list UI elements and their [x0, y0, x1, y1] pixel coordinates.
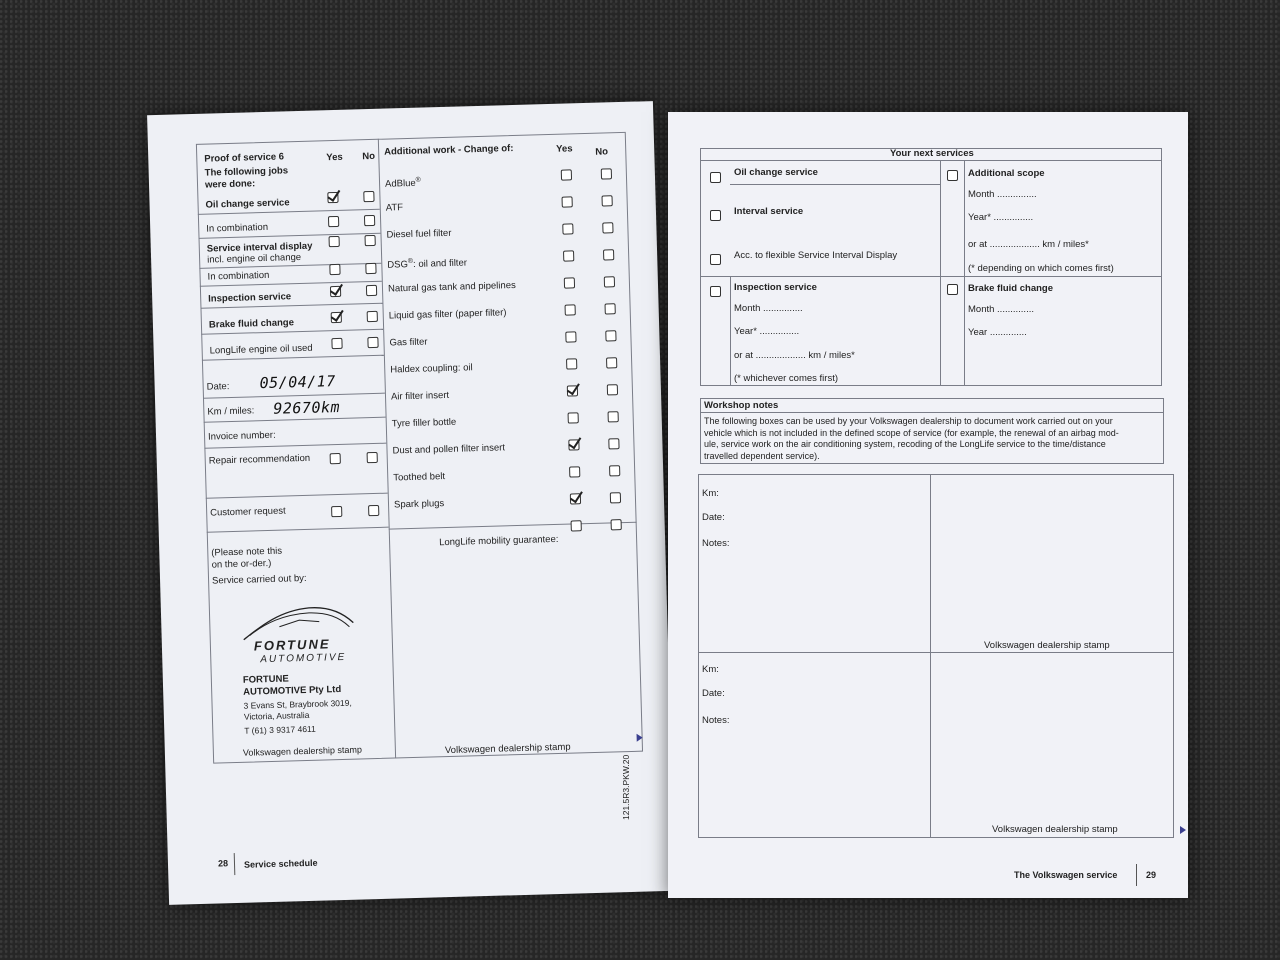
additional-no-checkbox[interactable]	[605, 303, 616, 314]
additional-no-checkbox[interactable]	[602, 222, 613, 233]
job-no-checkbox[interactable]	[366, 285, 377, 296]
jobs-header: The following jobs were done:	[204, 165, 289, 191]
additional-item-text: Natural gas tank and pipelines	[387, 279, 516, 295]
additional-yes-checkbox[interactable]	[566, 358, 577, 369]
dealer-name2: AUTOMOTIVE Pty Ltd	[243, 684, 342, 698]
workshop-text-line: travelled dependent service).	[704, 450, 820, 461]
job-sublabel: incl. engine oil change	[206, 251, 302, 266]
additional-item-text: Haldex coupling: oil	[390, 362, 473, 376]
job-yes-checkbox[interactable]	[329, 236, 340, 247]
brake-checkbox[interactable]	[947, 284, 958, 295]
insp-year: Year* ...............	[734, 326, 800, 337]
workshop-text-line: The following boxes can be used by your Volkswagen dealership to document work carried out on your	[704, 416, 1113, 426]
additional-no-checkbox[interactable]	[601, 168, 612, 179]
job-yes-checkbox[interactable]	[331, 338, 342, 349]
col-no-label: No	[362, 150, 376, 163]
additional-yes-checkbox[interactable]	[565, 331, 576, 342]
additional-no-checkbox[interactable]	[607, 384, 618, 395]
dealer-phone: T (61) 3 9317 4611	[244, 723, 316, 736]
repair-label: Repair recommendation	[208, 452, 311, 467]
side-code: 121.5R3.PKW.20	[621, 754, 631, 820]
additional-item-label	[392, 417, 457, 431]
additional-item-label	[386, 228, 451, 242]
logo-line1: FORTUNE	[253, 636, 331, 654]
additional-no-checkbox[interactable]	[610, 492, 621, 503]
additional-item-label	[389, 336, 427, 349]
additional-item-label	[393, 471, 445, 484]
customer-label: Customer request	[210, 505, 286, 519]
inspection-label: Inspection service	[734, 282, 817, 293]
notes-notes-2: Notes:	[702, 715, 730, 726]
stamp-label-right: Volkswagen dealership stamp	[444, 741, 571, 757]
year-line: Year* ...............	[968, 212, 1034, 223]
date-value: 05/04/17	[259, 372, 337, 393]
registered-mark: ®	[415, 176, 421, 184]
workshop-title: Workshop notes	[704, 400, 779, 411]
job-no-checkbox[interactable]	[363, 191, 374, 202]
additional-no-checkbox[interactable]	[608, 438, 619, 449]
jobs-list	[147, 101, 653, 115]
additional-no-checkbox[interactable]	[601, 195, 612, 206]
whichever-note: (* whichever comes first)	[734, 373, 838, 384]
additional-yes-checkbox[interactable]	[571, 520, 582, 531]
stamp-label-left: Volkswagen dealership stamp	[242, 744, 363, 758]
job-yes-checkbox[interactable]	[330, 286, 341, 297]
additional-yes-checkbox[interactable]	[570, 493, 581, 504]
additional-item-text: Liquid gas filter (paper filter)	[388, 307, 507, 322]
invoice-label: Invoice number:	[207, 429, 276, 443]
customer-no-checkbox[interactable]	[368, 505, 379, 516]
additional-item-suffix: : oil and filter	[412, 257, 468, 271]
additional-item-label	[387, 254, 467, 271]
additional-header: Additional work - Change of:	[384, 143, 514, 158]
right-page	[668, 112, 1188, 898]
depending-note: (* depending on which comes first)	[968, 263, 1114, 274]
left-footer-title: Service schedule	[243, 857, 318, 870]
additional-item-text: ATF	[385, 202, 404, 214]
col-yes-label: Yes	[326, 151, 343, 164]
job-label: In combination	[207, 269, 270, 283]
next-arrow-icon	[637, 734, 643, 742]
job-no-checkbox[interactable]	[365, 235, 376, 246]
additional-no-checkbox[interactable]	[604, 276, 615, 287]
oil-change-checkbox[interactable]	[710, 172, 721, 183]
additional-item-label	[386, 202, 404, 214]
job-label: LongLife engine oil used	[209, 342, 313, 357]
additional-item-text: Gas filter	[389, 336, 428, 349]
additional-scope-label: Additional scope	[968, 168, 1045, 179]
job-label: Oil change service	[205, 197, 290, 211]
job-label: Inspection service	[208, 291, 292, 305]
registered-mark: ®	[407, 257, 414, 265]
additional-no-checkbox[interactable]	[608, 411, 619, 422]
longlife-label: LongLife mobility guarantee:	[438, 533, 559, 549]
inspection-checkbox[interactable]	[710, 286, 721, 297]
job-no-checkbox[interactable]	[367, 311, 378, 322]
additional-yes-checkbox[interactable]	[561, 169, 572, 180]
additional-yes-checkbox[interactable]	[564, 277, 575, 288]
notes-stamp-2: Volkswagen dealership stamp	[992, 824, 1118, 835]
oil-change-label: Oil change service	[734, 167, 818, 178]
notes-stamp-1: Volkswagen dealership stamp	[984, 640, 1110, 651]
proof-title: Proof of service 6	[204, 151, 285, 165]
job-label: Brake fluid change	[208, 317, 295, 331]
or-at-line: or at ................... km / miles*	[968, 239, 1089, 250]
note-label: (Please note this on the or-der.)	[211, 545, 283, 571]
km-label: Km / miles:	[207, 405, 255, 418]
next-arrow-icon-right	[1180, 826, 1186, 834]
additional-item-label	[385, 175, 421, 191]
notes-date-2: Date:	[702, 688, 725, 699]
brake-month: Month ..............	[968, 304, 1034, 315]
right-page-number: 29	[1146, 870, 1157, 880]
additional-list	[147, 101, 653, 115]
insp-or-at: or at ................... km / miles*	[734, 350, 855, 361]
notes-km-1: Km:	[702, 488, 719, 499]
dealer-address1: 3 Evans St, Braybrook 3019,	[243, 697, 352, 711]
additional-yes-label: Yes	[556, 143, 573, 155]
next-services-title: Your next services	[890, 148, 974, 159]
additional-item-text: Dust and pollen filter insert	[392, 442, 506, 457]
brake-year: Year ..............	[968, 327, 1027, 338]
workshop-text-line: ule, service work on the air conditioning system, recoding of the LongLife service to the time/distance	[704, 439, 1106, 449]
month-line: Month ...............	[968, 189, 1037, 200]
additional-yes-checkbox[interactable]	[567, 385, 578, 396]
km-value: 92670km	[273, 397, 341, 418]
additional-yes-checkbox[interactable]	[565, 304, 576, 315]
job-yes-checkbox[interactable]	[331, 312, 342, 323]
additional-no-checkbox[interactable]	[609, 465, 620, 476]
job-label: Service interval display	[206, 240, 313, 255]
additional-item-label	[394, 498, 444, 511]
notes-date-1: Date:	[702, 512, 725, 523]
additional-item-text: Toothed belt	[393, 471, 446, 484]
additional-no-checkbox[interactable]	[603, 249, 614, 260]
job-no-checkbox[interactable]	[365, 263, 376, 274]
brake-label: Brake fluid change	[968, 283, 1053, 294]
job-label: In combination	[206, 221, 269, 235]
left-page-number: 28	[217, 858, 229, 869]
notes-frame	[698, 474, 1174, 838]
additional-yes-checkbox[interactable]	[562, 196, 573, 207]
additional-yes-checkbox[interactable]	[569, 466, 580, 477]
repair-no-checkbox[interactable]	[367, 452, 378, 463]
additional-item-text: DSG	[387, 259, 409, 271]
additional-no-checkbox[interactable]	[605, 330, 616, 341]
notes-km-2: Km:	[702, 664, 719, 675]
additional-scope-checkbox[interactable]	[947, 170, 958, 181]
additional-item-text: AdBlue	[384, 177, 416, 190]
additional-yes-checkbox[interactable]	[563, 250, 574, 261]
job-yes-checkbox[interactable]	[327, 192, 338, 203]
additional-yes-checkbox[interactable]	[562, 223, 573, 234]
additional-no-label: No	[595, 146, 609, 158]
dealer-address2: Victoria, Australia	[243, 709, 310, 722]
workshop-text-line: vehicle which is not included in the defined scope of service (for example, the renewal of an airbag mod-	[704, 427, 1119, 438]
service-by-label: Service carried out by:	[211, 572, 307, 587]
interval-checkbox[interactable]	[710, 210, 721, 221]
job-no-checkbox[interactable]	[367, 337, 378, 348]
additional-yes-checkbox[interactable]	[568, 439, 579, 450]
customer-yes-checkbox[interactable]	[331, 506, 342, 517]
additional-item-text: Air filter insert	[390, 389, 450, 403]
right-footer-title: The Volkswagen service	[1014, 870, 1118, 880]
additional-yes-checkbox[interactable]	[568, 412, 579, 423]
additional-item-text: Diesel fuel filter	[386, 227, 452, 241]
dealer-name1: FORTUNE	[242, 673, 289, 686]
additional-no-checkbox[interactable]	[611, 519, 622, 530]
repair-yes-checkbox[interactable]	[330, 453, 341, 464]
additional-item-label	[390, 362, 473, 376]
insp-month: Month ...............	[734, 303, 803, 314]
additional-item-text: Spark plugs	[393, 498, 445, 511]
additional-no-checkbox[interactable]	[606, 357, 617, 368]
date-label: Date:	[206, 381, 230, 393]
interval-label: Interval service	[734, 206, 804, 217]
job-yes-checkbox[interactable]	[329, 264, 340, 275]
flexible-label: Acc. to flexible Service Interval Display	[734, 250, 898, 261]
additional-item-label	[391, 390, 449, 404]
job-no-checkbox[interactable]	[364, 215, 375, 226]
additional-item-text: Tyre filler bottle	[391, 416, 457, 430]
flexible-checkbox[interactable]	[710, 254, 721, 265]
left-page	[147, 101, 675, 905]
job-yes-checkbox[interactable]	[328, 216, 339, 227]
notes-notes-1: Notes:	[702, 538, 730, 549]
logo-line2: AUTOMOTIVE	[260, 651, 347, 666]
